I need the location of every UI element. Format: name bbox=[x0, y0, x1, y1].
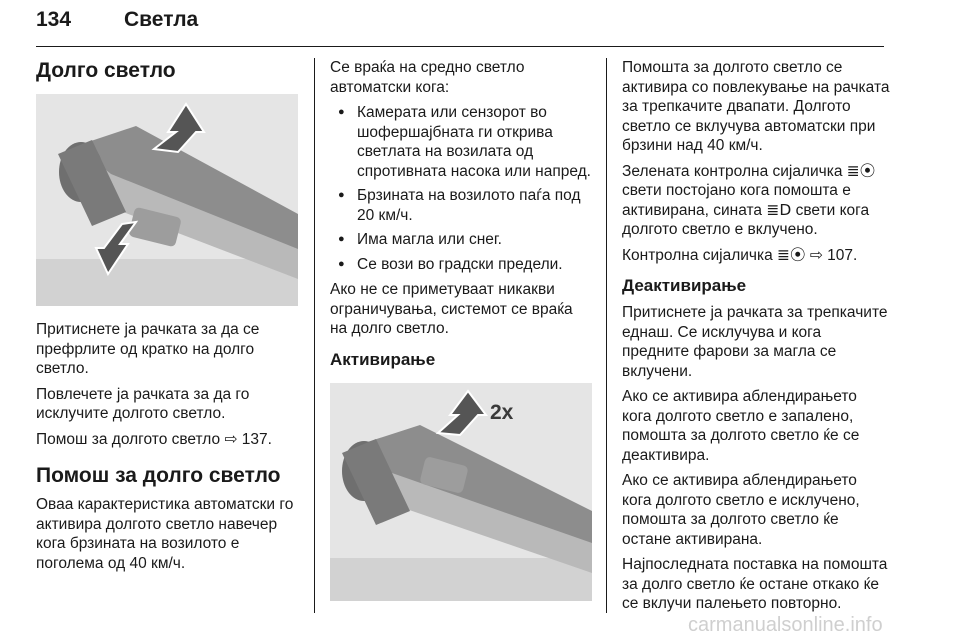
paragraph-pull-lever: Повлечете ја рачката за да го исклучите долгото светло. bbox=[36, 385, 250, 422]
page-number: 134 bbox=[36, 8, 72, 31]
conditions-list bbox=[330, 103, 592, 274]
list-item: ● Се вози во градски предели. bbox=[330, 255, 592, 275]
list-item: ● Брзината на возилото паѓа под 20 км/ч. bbox=[330, 186, 592, 225]
illustration-lever-pull-twice bbox=[330, 383, 592, 601]
paragraph-no-restrictions: Ако не се приметуваат никакви ограничувања, системот се враќа на долго светло. bbox=[330, 281, 573, 337]
site-watermark: carmanualsonline.info bbox=[688, 614, 883, 636]
high-beam-assist-icon: ≣⦿ bbox=[846, 161, 876, 180]
column-divider-2 bbox=[606, 58, 607, 613]
paragraph-indicator-ref: Контролна сијаличка ≣⦿ ⇨ 107. bbox=[622, 245, 858, 264]
page-header bbox=[36, 6, 884, 46]
paragraph-activation: Помошта за долгото светло се активира со повлекување на рачката за трепкачите двапати. Долгото светло се вклучува автоматски при брзини над 40 км/ч. bbox=[622, 59, 890, 154]
section-title-activation: Активирање bbox=[330, 349, 436, 369]
pull-twice-label: 2x bbox=[490, 400, 514, 424]
section-title-high-beam-assist: Помош за долго светло bbox=[36, 464, 281, 487]
paragraph-push-lever: Притиснете ја рачката за да се префрлите од кратко на долго светло. bbox=[36, 321, 260, 377]
list-item: ● Има магла или снег. bbox=[330, 230, 592, 250]
paragraph-returns-low-beam: Се враќа на средно светло автоматски кога: bbox=[330, 59, 525, 96]
section-title-deactivation: Деактивирање bbox=[622, 276, 747, 295]
lever-diagram-2 bbox=[330, 383, 592, 601]
paragraph-dimming-off: Ако се активира аблендирањето кога долгото светло е исклучено, помошта за долгото светло ќе остане активирана. bbox=[622, 472, 860, 548]
column-divider-1 bbox=[314, 58, 315, 613]
header-rule bbox=[36, 46, 884, 47]
column-right bbox=[622, 58, 890, 620]
paragraph-last-setting: Најпоследната поставка на помошта за долго светло ќе остане откако ќе се вклучи палењето повторно. bbox=[622, 556, 888, 612]
list-item: ● Камерата или сензорот во шофершајбната ги открива светлата на возилата од спротивната насока или напред. bbox=[330, 103, 592, 181]
high-beam-assist-icon: ≣⦿ bbox=[777, 245, 806, 264]
high-beam-icon: ≣D bbox=[766, 200, 792, 219]
illustration-lever-push-pull bbox=[36, 94, 298, 306]
paragraph-dimming-on: Ако се активира аблендирањето кога долгото светло е запалено, помошта за долгото светло ќе се деактивира. bbox=[622, 388, 860, 464]
paragraph-assist-desc: Оваа карактеристика автоматски го активира долгото светло навечер кога брзината на возилото е поголема од 40 км/ч. bbox=[36, 496, 294, 572]
column-left bbox=[36, 58, 300, 579]
paragraph-indicators: Зелената контролна сијаличка ≣⦿ свети постојано кога помошта е активирана, сината ≣D свети кога долгото светло е вклучено. bbox=[622, 161, 876, 238]
lever-diagram-1 bbox=[36, 94, 298, 306]
paragraph-assist-ref: Помош за долгото светло ⇨ 137. bbox=[36, 430, 272, 448]
section-title-high-beam: Долго светло bbox=[36, 59, 176, 82]
column-middle bbox=[330, 58, 592, 601]
paragraph-deactivate-press: Притиснете ја рачката за трепкачите еднаш. Се исклучува и кога предните фарови за магла се вклучени. bbox=[622, 304, 888, 380]
chapter-title: Светла bbox=[124, 8, 199, 31]
